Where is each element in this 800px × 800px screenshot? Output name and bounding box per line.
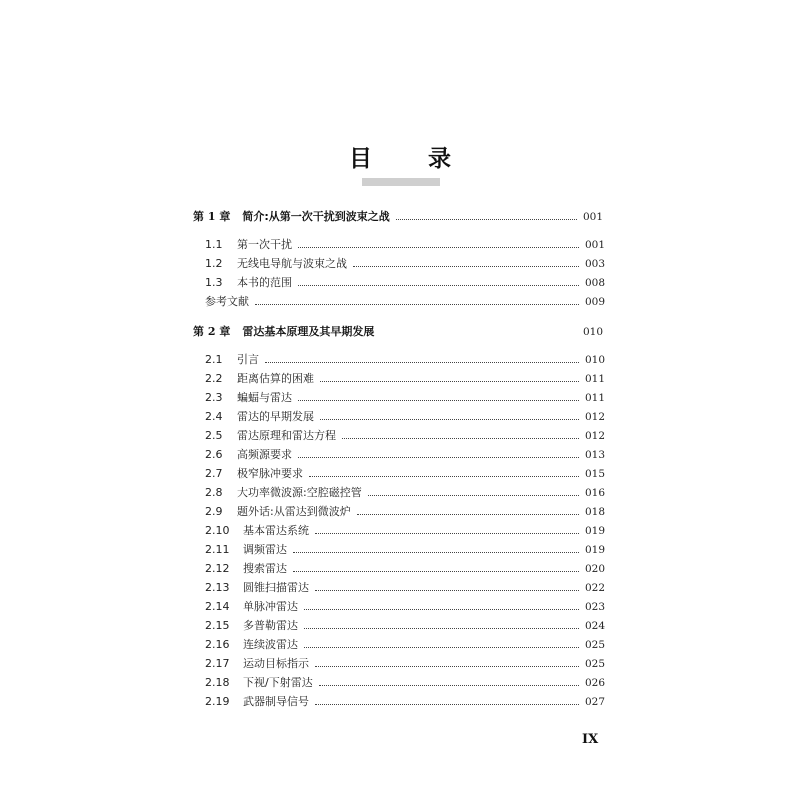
section-page: 019 — [584, 525, 605, 537]
toc-section-entry[interactable] — [205, 636, 605, 654]
section-number: 2.19 — [205, 695, 230, 708]
dot-leader — [342, 437, 579, 439]
section-page: 011 — [584, 392, 605, 404]
section-title: 搜索雷达 — [243, 562, 287, 575]
chapter-number: 第 2 章 — [193, 325, 231, 338]
toc-section-entry[interactable] — [205, 541, 605, 559]
section-title: 无线电导航与波束之战 — [237, 257, 347, 270]
section-number: 2.4 — [205, 410, 223, 423]
section-page: 027 — [584, 696, 605, 708]
toc-section-entry[interactable] — [205, 274, 605, 292]
dot-leader — [353, 265, 579, 267]
toc-section-entry[interactable] — [205, 408, 605, 426]
section-number: 2.13 — [205, 581, 230, 594]
section-title: 调频雷达 — [243, 543, 287, 556]
toc-references-entry[interactable] — [205, 293, 605, 311]
dot-leader — [319, 684, 579, 686]
toc-section-entry[interactable] — [205, 560, 605, 578]
section-title: 距离估算的困难 — [237, 372, 314, 385]
section-title: 武器制导信号 — [243, 695, 309, 708]
toc-section-entry[interactable] — [205, 655, 605, 673]
dot-leader — [309, 475, 579, 477]
section-number: 2.7 — [205, 467, 223, 480]
dot-leader — [315, 665, 579, 667]
dot-leader — [315, 703, 579, 705]
toc-section-entry[interactable] — [205, 598, 605, 616]
chapter-number: 第 1 章 — [193, 210, 231, 223]
dot-leader — [293, 551, 579, 553]
toc-section-entry[interactable] — [205, 674, 605, 692]
section-number: 2.14 — [205, 600, 230, 613]
section-title: 多普勒雷达 — [243, 619, 298, 632]
section-title: 参考文献 — [205, 295, 249, 308]
section-number: 2.5 — [205, 429, 223, 442]
toc-section-entry[interactable] — [205, 255, 605, 273]
section-title: 雷达的早期发展 — [237, 410, 314, 423]
dot-leader — [368, 494, 579, 496]
section-page: 013 — [584, 449, 605, 461]
section-page: 003 — [584, 258, 605, 270]
section-number: 1.3 — [205, 276, 223, 289]
page-title: 目 录 — [348, 146, 475, 172]
section-page: 024 — [584, 620, 605, 632]
section-number: 2.18 — [205, 676, 230, 689]
section-number: 2.1 — [205, 353, 223, 366]
toc-section-entry[interactable] — [205, 579, 605, 597]
section-title: 第一次干扰 — [237, 238, 292, 251]
section-title: 圆锥扫描雷达 — [243, 581, 309, 594]
toc-section-entry[interactable] — [205, 446, 605, 464]
dot-leader — [304, 608, 579, 610]
section-title: 高频源要求 — [237, 448, 292, 461]
dot-leader — [357, 513, 579, 515]
chapter-page: 010 — [582, 326, 603, 338]
section-page: 016 — [584, 487, 605, 499]
section-page: 010 — [584, 354, 605, 366]
dot-leader — [315, 532, 579, 534]
section-page: 022 — [584, 582, 605, 594]
section-title: 蝙蝠与雷达 — [237, 391, 292, 404]
toc-chapter-entry[interactable] — [193, 323, 603, 341]
dot-leader — [255, 303, 579, 305]
section-title: 连续波雷达 — [243, 638, 298, 651]
page-folio: IX — [582, 732, 599, 747]
section-number: 2.10 — [205, 524, 230, 537]
dot-leader — [293, 570, 579, 572]
section-number: 2.16 — [205, 638, 230, 651]
dot-leader — [298, 284, 579, 286]
section-title: 运动目标指示 — [243, 657, 309, 670]
dot-leader — [396, 218, 577, 220]
section-page: 025 — [584, 658, 605, 670]
section-number: 1.2 — [205, 257, 223, 270]
toc-section-entry[interactable] — [205, 351, 605, 369]
section-title: 下视/下射雷达 — [243, 676, 313, 689]
toc-section-entry[interactable] — [205, 693, 605, 711]
chapter-page: 001 — [582, 211, 603, 223]
section-title: 引言 — [237, 353, 259, 366]
toc-section-entry[interactable] — [205, 236, 605, 254]
dot-leader — [298, 246, 579, 248]
section-title: 大功率微波源:空腔磁控管 — [237, 486, 362, 499]
toc-section-entry[interactable] — [205, 503, 605, 521]
section-number: 2.15 — [205, 619, 230, 632]
toc-section-entry[interactable] — [205, 465, 605, 483]
toc-section-entry[interactable] — [205, 427, 605, 445]
section-page: 012 — [584, 411, 605, 423]
dot-leader — [320, 380, 579, 382]
section-page: 018 — [584, 506, 605, 518]
dot-leader — [298, 399, 579, 401]
chapter-title: 雷达基本原理及其早期发展 — [242, 325, 375, 338]
section-number: 2.12 — [205, 562, 230, 575]
dot-leader — [265, 361, 579, 363]
dot-leader — [304, 646, 579, 648]
dot-leader — [380, 333, 577, 335]
dot-leader — [315, 589, 579, 591]
section-page: 011 — [584, 373, 605, 385]
section-page: 026 — [584, 677, 605, 689]
section-page: 020 — [584, 563, 605, 575]
dot-leader — [298, 456, 579, 458]
section-number: 1.1 — [205, 238, 223, 251]
section-title: 本书的范围 — [237, 276, 292, 289]
section-page: 008 — [584, 277, 605, 289]
section-number: 2.3 — [205, 391, 223, 404]
section-page: 015 — [584, 468, 605, 480]
section-number: 2.9 — [205, 505, 223, 518]
section-page: 009 — [584, 296, 605, 308]
section-title: 基本雷达系统 — [243, 524, 309, 537]
toc-section-entry[interactable] — [205, 389, 605, 407]
section-page: 025 — [584, 639, 605, 651]
dot-leader — [304, 627, 579, 629]
chapter-title: 简介:从第一次干扰到波束之战 — [242, 210, 390, 223]
section-title: 单脉冲雷达 — [243, 600, 298, 613]
section-title: 题外话:从雷达到微波炉 — [237, 505, 351, 518]
toc-section-entry[interactable] — [205, 484, 605, 502]
section-page: 012 — [584, 430, 605, 442]
section-number: 2.17 — [205, 657, 230, 670]
section-page: 001 — [584, 239, 605, 251]
section-title: 极窄脉冲要求 — [237, 467, 303, 480]
section-number: 2.8 — [205, 486, 223, 499]
section-title: 雷达原理和雷达方程 — [237, 429, 336, 442]
section-page: 023 — [584, 601, 605, 613]
section-number: 2.6 — [205, 448, 223, 461]
toc-chapter-entry[interactable] — [193, 208, 603, 226]
toc-section-entry[interactable] — [205, 522, 605, 540]
section-number: 2.11 — [205, 543, 230, 556]
dot-leader — [320, 418, 579, 420]
toc-section-entry[interactable] — [205, 370, 605, 388]
section-number: 2.2 — [205, 372, 223, 385]
toc-section-entry[interactable] — [205, 617, 605, 635]
section-page: 019 — [584, 544, 605, 556]
